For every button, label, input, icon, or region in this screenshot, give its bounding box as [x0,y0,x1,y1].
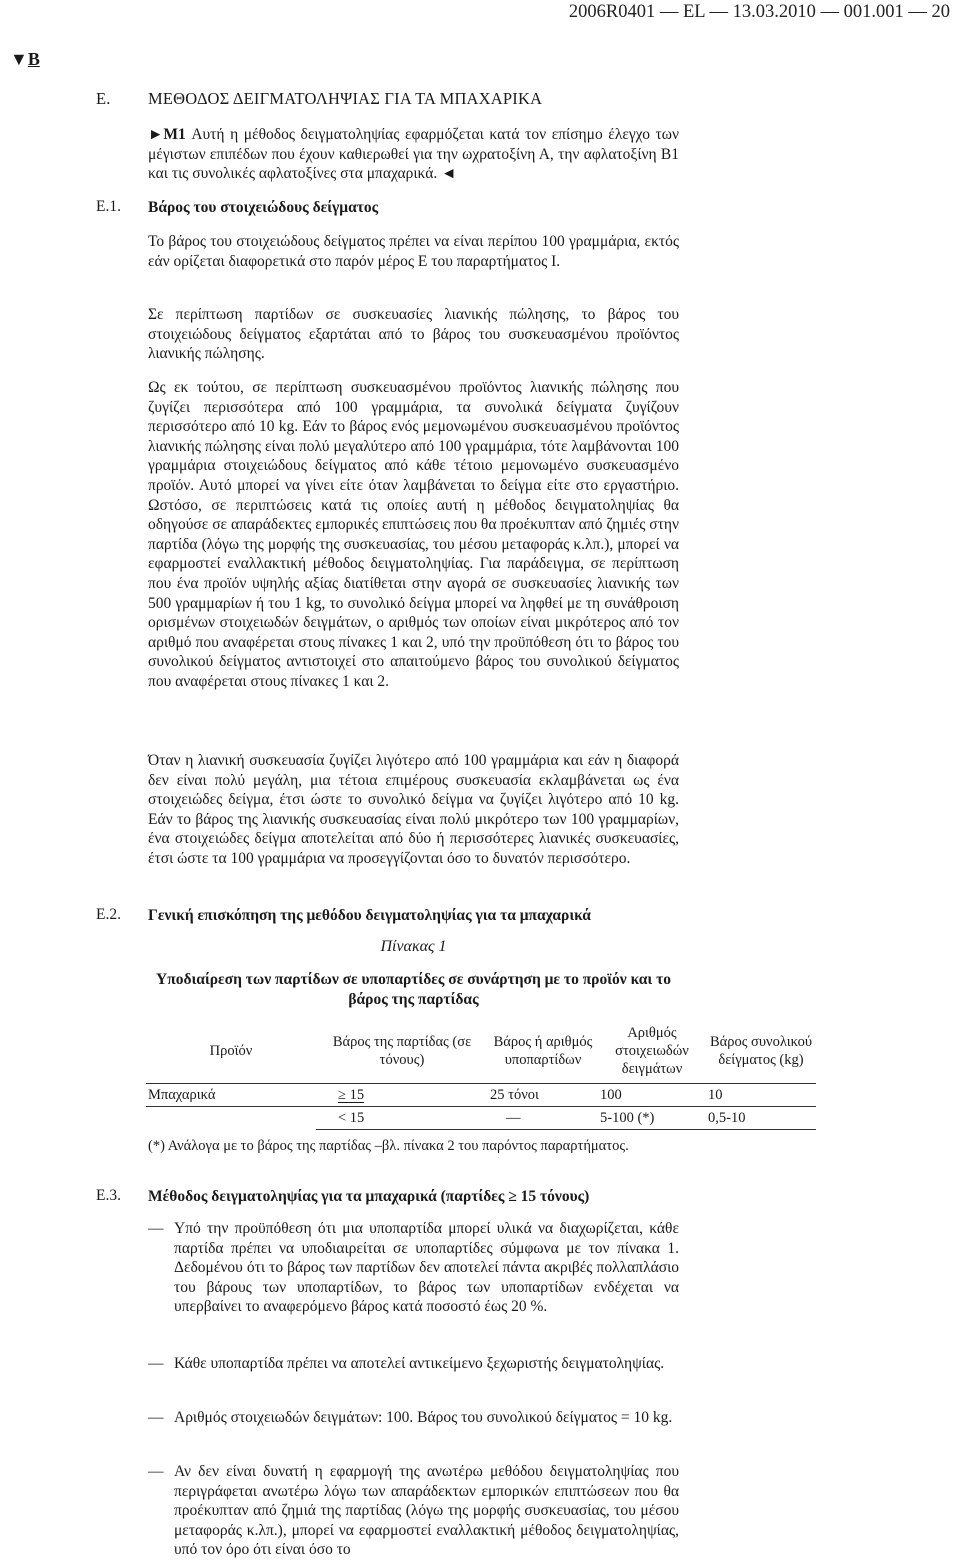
list-item-text: Αριθμός στοιχειωδών δειγμάτων: 100. Βάρος του συνολικού δείγματος = 10 kg. [174,1409,673,1426]
table-title: Υποδιαίρεση των παρτίδων σε υποπαρτίδες σε συνάρτηση με το προϊόν και το βάρος της παρτίδας [156,971,671,1008]
table-cell: 0,5-10 [706,1106,816,1129]
list-item [148,1219,679,1317]
dash-bullet: — [148,1355,164,1372]
amendment-end-marker: ◄ [441,165,457,183]
table-cell [316,1083,488,1106]
list-item [148,1408,679,1428]
e3-title [148,1187,679,1207]
list-item-text: Υπό την προϋπόθεση ότι μια υποπαρτίδα μπορεί υλικά να διαχωρίζεται, κάθε παρτίδα πρέπει να υποδιαιρείται σε υποπαρτίδες σύμφωνα με τον πίνακα 1. Δεδομένου ότι το βάρος των παρτίδων δεν αποτελεί πάντα ακριβές πολλαπλάσιο του βάρους των υποπαρτίδων, το βάρος των υποπαρτίδων ενδέχεται να υπερβαίνει το αναφερόμενο βάρος κατά ποσοστό έως 20 %. [174,1220,679,1316]
table-header-cell: Βάρος ή αριθμός υποπαρτίδων [488,1021,598,1083]
e1-number: Ε.1. [96,198,121,215]
triangle-down-icon: ▼ [10,49,28,69]
table-cell: < 15 [316,1106,488,1129]
e1-paragraph-3: Ως εκ τούτου, σε περίπτωση συσκευασμένου προϊόντος λιανικής πώλησης που ζυγίζει περισσότερα από 100 γραμμάρια, τα συνολικά δείγματα ζυγίζουν περισσότερο από 10 kg. Εάν το βάρος ενός μεμονωμένου συσκευασμένου προϊόντος λιανικής πώλησης είναι πολύ μεγαλύτερο από 100 γραμμάρια, τότε λαμβάνονται 100 γραμμάρια στοιχειώδους δείγματος από κάθε τέτοιο μεμονωμένο συσκευασμένο προϊόν. Αυτό μπορεί να γίνει είτε όταν λαμβάνεται το δείγμα είτε στο εργαστήριο. Ωστόσο, σε περιπτώσεις κατά τις οποίες αυτή η μέθοδος δειγματοληψίας θα οδηγούσε σε απαράδεκτες εμπορικές επιπτώσεις που θα προέκυπταν από ζημιές στην παρτίδα (λόγω της μορφής της συσκευασίας, του μέσου μεταφοράς κ.λπ.), μπορεί να εφαρμοστεί εναλλακτική μέθοδος δειγματοληψίας. Για παράδειγμα, σε περίπτωση που ένα προϊόν υψηλής αξίας διατίθεται στην αγορά σε συσκευασίες λιανικής των 500 γραμμαρίων ή του 1 kg, το συνολικό δείγμα μπορεί να ληφθεί με τη συνάθροιση ορισμένων στοιχειωδών δειγμάτων, ο αριθμός των οποίων είναι μικρότερος από τον αριθμό που αναφέρεται στους πίνακες 1 και 2, υπό την προϋπόθεση ότι το βάρος του συνολικού δείγματος αντιστοιχεί στο απαιτούμενο βάρος του συνολικού δείγματος που αναφέρεται στους πίνακες 1 και 2. [148,379,679,690]
e1-paragraph-2: Σε περίπτωση παρτίδων σε συσκευασίες λιανικής πώλησης, το βάρος του στοιχειώδους δείγματος εξαρτάται από το βάρος του συσκευασμένου προϊόντος λιανικής πώλησης. [148,306,679,363]
list-item-text: Αν δεν είναι δυνατή η εφαρμογή της ανωτέρω μεθόδου δειγματοληψίας που περιγράφεται ανωτέρω λόγω των απαράδεκτων εμπορικών επιπτώσεων που θα προέκυπταν από ζημιά της παρτίδας (λόγω της μορφής συσκευασίας, του μέσου μεταφοράς κ.λπ.), μπορεί να εφαρμοστεί εναλλακτική μέθοδος δειγματοληψίας, υπό τον όρο ότι είναι όσο το [174,1463,679,1559]
e2-title: Γενική επισκόπηση της μεθόδου δειγματοληψίας για τα μπαχαρικά [148,907,591,924]
table-label: Πίνακας 1 [380,938,447,955]
e3-number: Ε.3. [96,1187,121,1204]
table-header-cell: Προϊόν [146,1021,316,1083]
table-row [146,1106,816,1129]
dash-bullet: — [148,1220,164,1237]
table-header-cell: Αριθμός στοιχειωδών δειγμάτων [598,1021,706,1083]
list-item-text: Κάθε υποπαρτίδα πρέπει να αποτελεί αντικείμενο ξεχωριστής δειγματοληψίας. [174,1355,665,1372]
marker-label: B [27,49,40,69]
table-row [146,1083,816,1106]
e3-title-text: Μέθοδος δειγματοληψίας για τα μπαχαρικά (παρτίδες ≥ 15 τόνους) [148,1188,590,1205]
table-cell [146,1106,316,1129]
table-cell: 25 τόνοι [488,1083,598,1106]
e1-paragraph-4: Όταν η λιανική συσκευασία ζυγίζει λιγότερο από 100 γραμμάρια και εάν η διαφορά δεν είναι πολύ μεγάλη, μια τέτοια επιμέρους συσκευασία εκλαμβάνεται ως ένα στοιχειώδες δείγμα, έτσι ώστε το συνολικό δείγμα να ζυγίζει λιγότερο από 10 kg. Εάν το βάρος της λιανικής συσκευασίας είναι πολύ μικρότερο των 100 γραμμαρίων, ένα στοιχειώδες δείγμα αποτελείται από δύο ή περισσότερες λιανικές συσκευασίες, έτσι ώστε τα 100 γραμμάρια να προσεγγίζονται όσο το δυνατόν περισσότερο. [148,752,679,867]
table-cell: 100 [598,1083,706,1106]
section-e-intro [148,125,679,184]
table-cell: 10 [706,1083,816,1106]
e1-paragraph-1: Το βάρος του στοιχειώδους δείγματος πρέπει να είναι περίπου 100 γραμμάρια, εκτός εάν ορίζεται διαφορετικά στο παρόν μέρος Ε του παραρτήματος Ι. [148,233,679,270]
table-cell: 5-100 (*) [598,1106,706,1129]
section-number: Ε. [96,89,111,108]
dash-bullet: — [148,1463,164,1480]
document-reference-header: 2006R0401 — EL — 13.03.2010 — 001.001 — 20 [568,2,950,22]
amendment-m1-marker: ►M1 [148,126,186,143]
intro-text: Αυτή η μέθοδος δειγματοληψίας εφαρμόζεται κατά τον επίσημο έλεγχο των μέγιστων επιπέδων που έχουν καθιερωθεί για την ωχρατοξίνη Α, την αφλατοξίνη Β1 και τις συνολικές αφλατοξίνες στα μπαχαρικά. [148,126,679,183]
dash-bullet: — [148,1409,164,1426]
list-item [148,1354,679,1374]
e2-number: Ε.2. [96,906,121,923]
sublot-table [146,1021,816,1130]
table-header-cell: Βάρος συνολικού δείγματος (kg) [706,1021,816,1083]
section-title: ΜΕΘΟΔΟΣ ΔΕΙΓΜΑΤΟΛΗΨΙΑΣ ΓΙΑ ΤΑ ΜΠΑΧΑΡΙΚΑ [148,89,543,108]
list-item [148,1462,679,1561]
e1-title: Βάρος του στοιχειώδους δείγματος [148,199,379,216]
table-footnote: (*) Ανάλογα με το βάρος της παρτίδας –βλ. πίνακα 2 του παρόντος παραρτήματος. [148,1138,629,1154]
amendment-marker-b [10,49,40,70]
greater-equal-value: ≥ 15 [338,1086,365,1103]
table-header-cell: Βάρος της παρτίδας (σε τόνους) [316,1021,488,1083]
section-e-heading [96,89,543,109]
table-cell: — [488,1106,598,1129]
table-cell: Μπαχαρικά [146,1083,316,1106]
